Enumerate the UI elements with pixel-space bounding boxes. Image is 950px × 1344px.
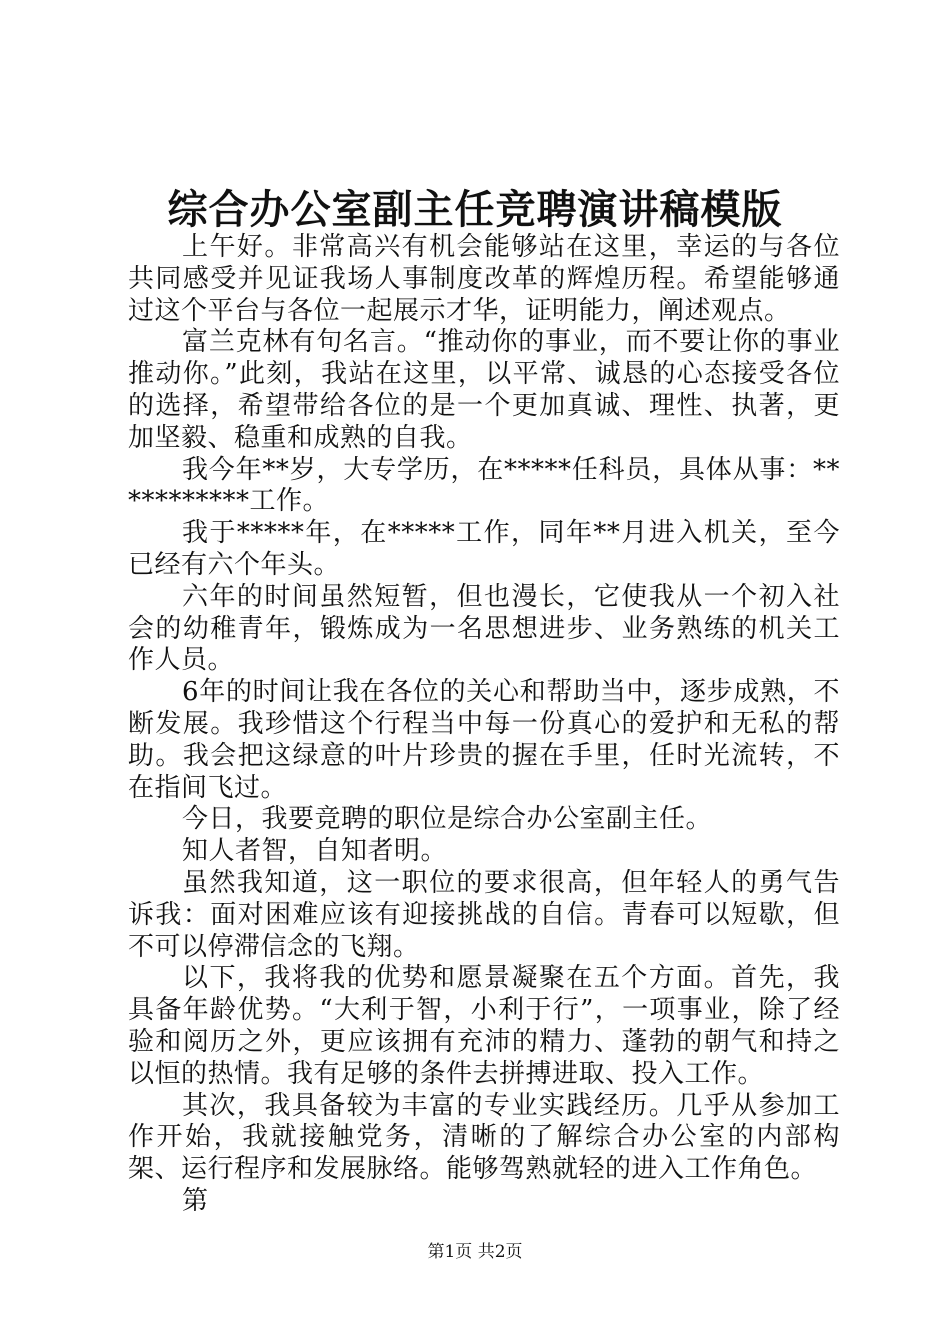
paragraph: 第 [182, 1185, 209, 1216]
paragraph: 今日，我要竞聘的职位是综合办公室副主任。 [182, 804, 713, 835]
paragraph: 以下，我将我的优势和愿景凝聚在五个方面。首先，我具备年龄优势。“大利于智，小利于行”，一项事业，除了经验和阅历之外，更应该拥有充沛的精力、蓬勃的朝气和持之以恒的热情。我有足够的条件去拼搏进取、投入工作。 [128, 963, 840, 1089]
paragraph: 六年的时间虽然短暂，但也漫长，它使我从一个初入社会的幼稚青年，锻炼成为一名思想进步、业务熟练的机关工作人员。 [128, 581, 840, 676]
paragraph: 6年的时间让我在各位的关心和帮助当中，逐步成熟，不断发展。我珍惜这个行程当中每一份真心的爱护和无私的帮助。我会把这绿意的叶片珍贵的握在手里，任时光流转，不在指间飞过。 [128, 677, 840, 803]
paragraph: 我于*****年，在*****工作，同年**月进入机关，至今已经有六个年头。 [128, 518, 840, 580]
document-body [128, 232, 840, 1218]
paragraph: 虽然我知道，这一职位的要求很高，但年轻人的勇气告诉我：面对困难应该有迎接挑战的自信。青春可以短歇，但不可以停滞信念的飞翔。 [128, 867, 840, 962]
paragraph: 知人者智，自知者明。 [182, 836, 448, 867]
paragraph: 上午好。非常高兴有机会能够站在这里，幸运的与各位共同感受并见证我场人事制度改革的辉煌历程。希望能够通过这个平台与各位一起展示才华，证明能力，阐述观点。 [128, 232, 840, 326]
paragraph: 富兰克林有句名言。“推动你的事业，而不要让你的事业推动你。”此刻，我站在这里，以平常、诚恳的心态接受各位的选择，希望带给各位的是一个更加真诚、理性、执著，更加坚毅、稳重和成熟的自我。 [128, 327, 840, 453]
page-footer: 第1页 共2页 [427, 1242, 523, 1262]
paragraph: 我今年**岁，大专学历，在*****任科员，具体从事：***********工作。 [128, 454, 840, 517]
document-title: 综合办公室副主任竞聘演讲稿模版 [167, 186, 783, 233]
paragraph: 其次，我具备较为丰富的专业实践经历。几乎从参加工作开始，我就接触党务，清晰的了解综合办公室的内部构架、运行程序和发展脉络。能够驾熟就轻的进入工作角色。 [128, 1090, 840, 1185]
